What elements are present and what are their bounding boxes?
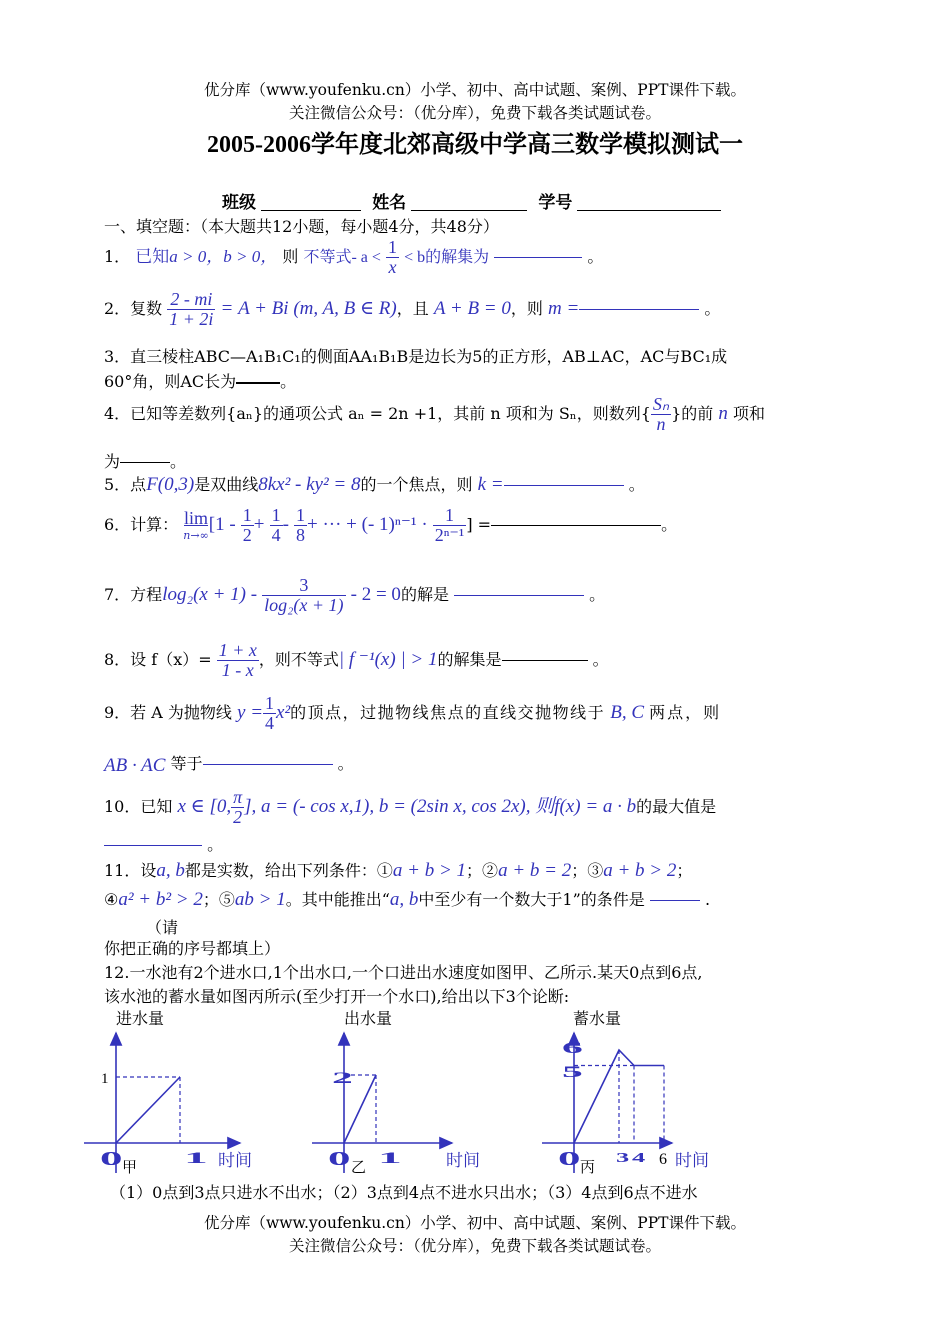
q10-expr-b: ], a = (- cos x,1), b = (2sin x, cos 2x), 则f(x) = a · b (244, 795, 637, 817)
q9-fraction (263, 694, 276, 733)
q5-text-a: 5．点 (104, 475, 147, 494)
q11-end: . (704, 890, 711, 909)
section-heading: 一、填空题：（本大题共12小题，每小题4分，共48分） (104, 217, 499, 236)
q11-cond-1: a + b > 1 (392, 860, 467, 881)
q9-eq-a: y = (237, 701, 264, 723)
q2-frac-den: 1 + 2i (169, 308, 214, 329)
q5-point: F(0,3) (146, 474, 195, 495)
q9-vectors: AB · AC (104, 755, 166, 776)
q10-frac-den: 2 (231, 807, 244, 827)
q6-end: 。 (661, 514, 678, 534)
graph-3-xtick-3: 3 (616, 1149, 630, 1166)
q11-cond-5: ab > 1 (234, 889, 286, 910)
q6-limsub: n→∞ (183, 529, 209, 543)
name-label: 姓名 (372, 193, 407, 213)
q9-frac-num: 1 (265, 693, 275, 713)
number-label: 学号 (538, 193, 573, 213)
q6-text-a: 6．计算： (104, 514, 179, 534)
graph-1 (84, 1033, 252, 1176)
q7-text-a: 7．方程 (104, 584, 163, 604)
graph-2-ytick: 2 (332, 1069, 353, 1087)
q5-end: 。 (628, 475, 645, 494)
q11-sep-5: ；⑤ (202, 890, 235, 909)
q6-frac-3 (294, 506, 307, 545)
q7-expr-b: - 2 = 0 (350, 583, 401, 605)
student-info-fields (222, 188, 721, 213)
q4-n: n (718, 402, 728, 424)
q5-text-b: 是双曲线 (194, 475, 259, 494)
graph-1-series-line (116, 1077, 180, 1143)
q11-ab-2: a, b (389, 889, 419, 910)
graph-1-origin: 0 (100, 1148, 123, 1170)
q9-eq-b: x² (276, 701, 291, 723)
question-1 (104, 238, 603, 277)
graph-3 (542, 1033, 709, 1176)
q6-f2d: 4 (271, 524, 281, 545)
q6-answer-blank[interactable] (491, 525, 661, 526)
q11-cond-4-marker: ④ (104, 890, 119, 909)
q4-text-a: 4．已知等差数列{aₙ}的通项公式 aₙ = 2n +1，其前 n 项和为 Sₙ，则数列{ (104, 403, 651, 423)
question-8 (104, 641, 609, 680)
q2-text-c: ，则 (510, 298, 543, 318)
q2-fraction (167, 290, 215, 329)
q2-end: 。 (704, 298, 721, 318)
question-12-line-1: 12.一水池有2个进水口,1个出水口,一个口进出水速度如图甲、乙所示.某天0点到6点, (104, 963, 703, 982)
q11-text-a: 11．设 (104, 861, 157, 880)
class-field[interactable] (261, 196, 361, 211)
q6-f2n: 1 (271, 505, 281, 525)
q6-frac-2 (270, 506, 283, 545)
q5-ask: k = (477, 474, 504, 495)
q6-f3n: 1 (295, 505, 305, 525)
q1-frac-num: 1 (388, 237, 397, 257)
graph-1-xtick: 1 (184, 1149, 208, 1167)
q8-frac-num: 1 + x (218, 640, 257, 660)
graph-2-origin: 0 (327, 1148, 351, 1170)
q6-frac-1 (241, 506, 254, 545)
header-line-2: 关注微信公众号：（优分库），免费下载各类试题试卷。 (288, 104, 661, 122)
number-field[interactable] (577, 196, 721, 211)
question-3-line-1: 3．直三棱柱ABC—A₁B₁C₁的侧面AA₁B₁B是边长为5的正方形，AB⊥AC，AC与BC₁成 (104, 347, 728, 366)
q6-expr-c: ] = (466, 514, 492, 534)
q11-sep-3: ；③ (571, 861, 604, 880)
q7-expr-a: log₂(x + 1) - (162, 583, 258, 605)
q1-number: 1． (104, 246, 131, 266)
q6-minus: - (282, 513, 289, 535)
graph-3-origin: 0 (558, 1148, 581, 1170)
q7-text-b: 的解是 (400, 584, 449, 604)
name-field[interactable] (411, 196, 527, 211)
graph-1-xlabel: 时间 (218, 1151, 252, 1170)
q10-text-b: 的最大值是 (636, 796, 717, 816)
question-10-line-2 (104, 832, 223, 855)
q9-answer-blank[interactable] (203, 764, 333, 765)
question-11-line-1 (104, 858, 692, 882)
q8-end: 。 (592, 649, 609, 669)
q10-frac-num: π (233, 787, 243, 807)
graph-2-ylabel: 出水量 (344, 1009, 393, 1028)
q2-condition: A + B = 0 (433, 297, 511, 319)
q9-points: B, C (610, 701, 645, 723)
q3-line2-text: 60°角，则AC长为 (104, 372, 237, 391)
q10-text-a: 10．已知 (104, 796, 173, 816)
question-3-line-2 (104, 369, 296, 392)
q6-plus: + (253, 513, 265, 535)
q6-lim: lim (184, 508, 209, 529)
question-4-line-2 (104, 449, 186, 472)
q3-end: 。 (280, 372, 297, 391)
graph-3-xlabel: 时间 (675, 1151, 709, 1170)
graph-1-ytick: 1 (101, 1071, 109, 1087)
graph-3-xtick-6: 6 (659, 1151, 667, 1168)
question-12-line-2: 该水池的蓄水量如图丙所示(至少打开一个水口),给出以下3个论断: (104, 987, 570, 1006)
q11-note-1: （请 (146, 918, 179, 937)
class-label: 班级 (222, 193, 256, 213)
q4-end: 。 (170, 452, 187, 471)
q11-note-2: 你把正确的序号都填上） (104, 939, 281, 958)
q4-frac-num: Sₙ (652, 394, 670, 414)
q9-text-b: 的顶点，过抛物线焦点的直线交抛物线于 (290, 702, 606, 722)
q10-end: 。 (207, 835, 224, 854)
question-4 (104, 395, 765, 434)
q8-text-b: ，则不等式 (258, 649, 339, 669)
graph-3-ytick-6: 6 (562, 1039, 583, 1057)
q4-line2-text: 为 (104, 452, 121, 471)
q9-text-d: 等于 (170, 754, 203, 773)
q3-answer-blank[interactable] (236, 382, 280, 384)
q2-text-b: ，且 (396, 298, 429, 318)
q8-inequality: | f ⁻¹(x) | > 1 (338, 648, 438, 670)
graph-1-ylabel: 进水量 (116, 1009, 165, 1028)
q11-sep-2: ；② (466, 861, 499, 880)
graph-3-xtick-4: 4 (632, 1149, 646, 1166)
q1-text-c: 不等式- a < (303, 248, 381, 266)
q1-end: 。 (587, 246, 604, 266)
graph-1-caption: 甲 (122, 1160, 138, 1176)
q6-f3d: 8 (295, 524, 305, 545)
q1-text-d: < b的解集为 (404, 248, 490, 266)
q6-f1n: 1 (242, 505, 252, 525)
q1-answer-blank[interactable] (494, 257, 582, 258)
q11-cond-4: a² + b² > 2 (118, 889, 203, 910)
question-10 (104, 788, 716, 827)
q5-equation: 8kx² - ky² = 8 (258, 474, 361, 495)
graph-3-ylabel: 蓄水量 (573, 1009, 622, 1028)
q9-text-a: 9．若 A 为抛物线 (104, 702, 232, 722)
q1-frac-den: x (386, 257, 399, 277)
question-7 (104, 576, 605, 615)
q11-ab: a, b (156, 860, 185, 881)
q5-answer-blank[interactable] (504, 485, 624, 486)
q8-answer-blank[interactable] (502, 660, 588, 661)
q6-expr-b: + ··· + (- 1)ⁿ⁻¹ · (306, 513, 428, 535)
q10-fraction (231, 788, 244, 827)
q11-text-c: 。其中能推出“ (285, 890, 390, 909)
q2-equation: = A + Bi (m, A, B ∈ R) (220, 297, 397, 319)
graph-2-xlabel: 时间 (446, 1151, 480, 1170)
q2-label: 2．复数 (104, 298, 163, 318)
q7-answer-blank[interactable] (454, 595, 584, 596)
q10-answer-blank[interactable] (104, 845, 202, 846)
footer-line-2: 关注微信公众号：（优分库），免费下载各类试题试卷。 (288, 1237, 661, 1255)
q11-answer-blank[interactable] (650, 900, 700, 901)
q8-text-c: 的解集是 (437, 649, 502, 669)
footer-line-1: 优分库（www.youfenku.cn）小学、初中、高中试题、案例、PPT课件下载。 (203, 1214, 747, 1232)
q2-frac-num: 2 - mi (170, 289, 213, 309)
q4-frac-den: n (651, 414, 671, 434)
question-12-conclusions: （1）0点到3点只进水不出水；（2）3点到4点不进水只出水；（3）4点到6点不进水 (110, 1183, 698, 1202)
q1-text-b: 则 (282, 246, 299, 266)
q4-text-c: 项和 (732, 403, 765, 423)
q6-f4n: 1 (445, 505, 455, 525)
question-9-line-2 (104, 751, 354, 775)
q8-text-a: 8．设 f（x）= (104, 649, 212, 669)
question-9 (104, 694, 721, 733)
q4-fraction (651, 395, 671, 434)
q6-expr-a: [1 - (208, 513, 236, 535)
q7-end: 。 (589, 584, 606, 604)
q5-text-c: 的一个焦点，则 (360, 475, 473, 494)
header-line-1: 优分库（www.youfenku.cn）小学、初中、高中试题、案例、PPT课件下载。 (203, 81, 747, 99)
q9-frac-den: 4 (265, 712, 275, 733)
q7-frac-num: 3 (299, 575, 309, 595)
q1-condition: a > 0，b > 0， (169, 246, 278, 266)
graph-3-caption: 丙 (580, 1160, 596, 1176)
graph-2-xtick: 1 (378, 1149, 402, 1167)
q1-text-a: 已知 (135, 246, 170, 266)
q4-answer-blank[interactable] (120, 462, 170, 463)
q11-sep-4: ； (676, 861, 693, 880)
q6-f4d: 2ⁿ⁻¹ (434, 524, 465, 545)
q1-fraction (386, 238, 399, 277)
graph-2 (312, 1033, 480, 1176)
q7-frac-den: log₂(x + 1) (264, 594, 344, 615)
q2-answer-blank[interactable] (579, 309, 699, 310)
graph-3-ytick-5: 5 (562, 1063, 583, 1081)
q4-text-b: }的前 (671, 403, 714, 423)
page-title: 2005-2006学年度北郊高级中学高三数学模拟测试一 (207, 132, 743, 158)
water-graphs (80, 1025, 880, 1180)
q6-f1d: 2 (242, 524, 252, 545)
q10-expr-a: x ∈ [0, (177, 795, 232, 817)
q6-frac-4 (433, 506, 467, 545)
question-6 (104, 506, 677, 545)
q11-cond-2: a + b = 2 (498, 860, 572, 881)
q8-frac-den: 1 - x (217, 660, 259, 680)
graph-2-caption: 乙 (351, 1160, 367, 1176)
q8-fraction (217, 641, 259, 680)
q11-cond-3: a + b > 2 (603, 860, 677, 881)
q9-end: 。 (337, 754, 354, 773)
q2-ask: m = (547, 297, 580, 319)
q6-limit (183, 508, 208, 542)
question-2 (104, 290, 720, 329)
question-11-line-2 (104, 887, 710, 911)
q7-fraction (262, 576, 345, 615)
q9-text-c: 两点，则 (649, 702, 722, 722)
question-5 (104, 472, 645, 496)
q11-text-d: 中至少有一个数大于1”的条件是 (418, 890, 645, 909)
q11-text-b: 都是实数，给出下列条件：① (184, 861, 393, 880)
